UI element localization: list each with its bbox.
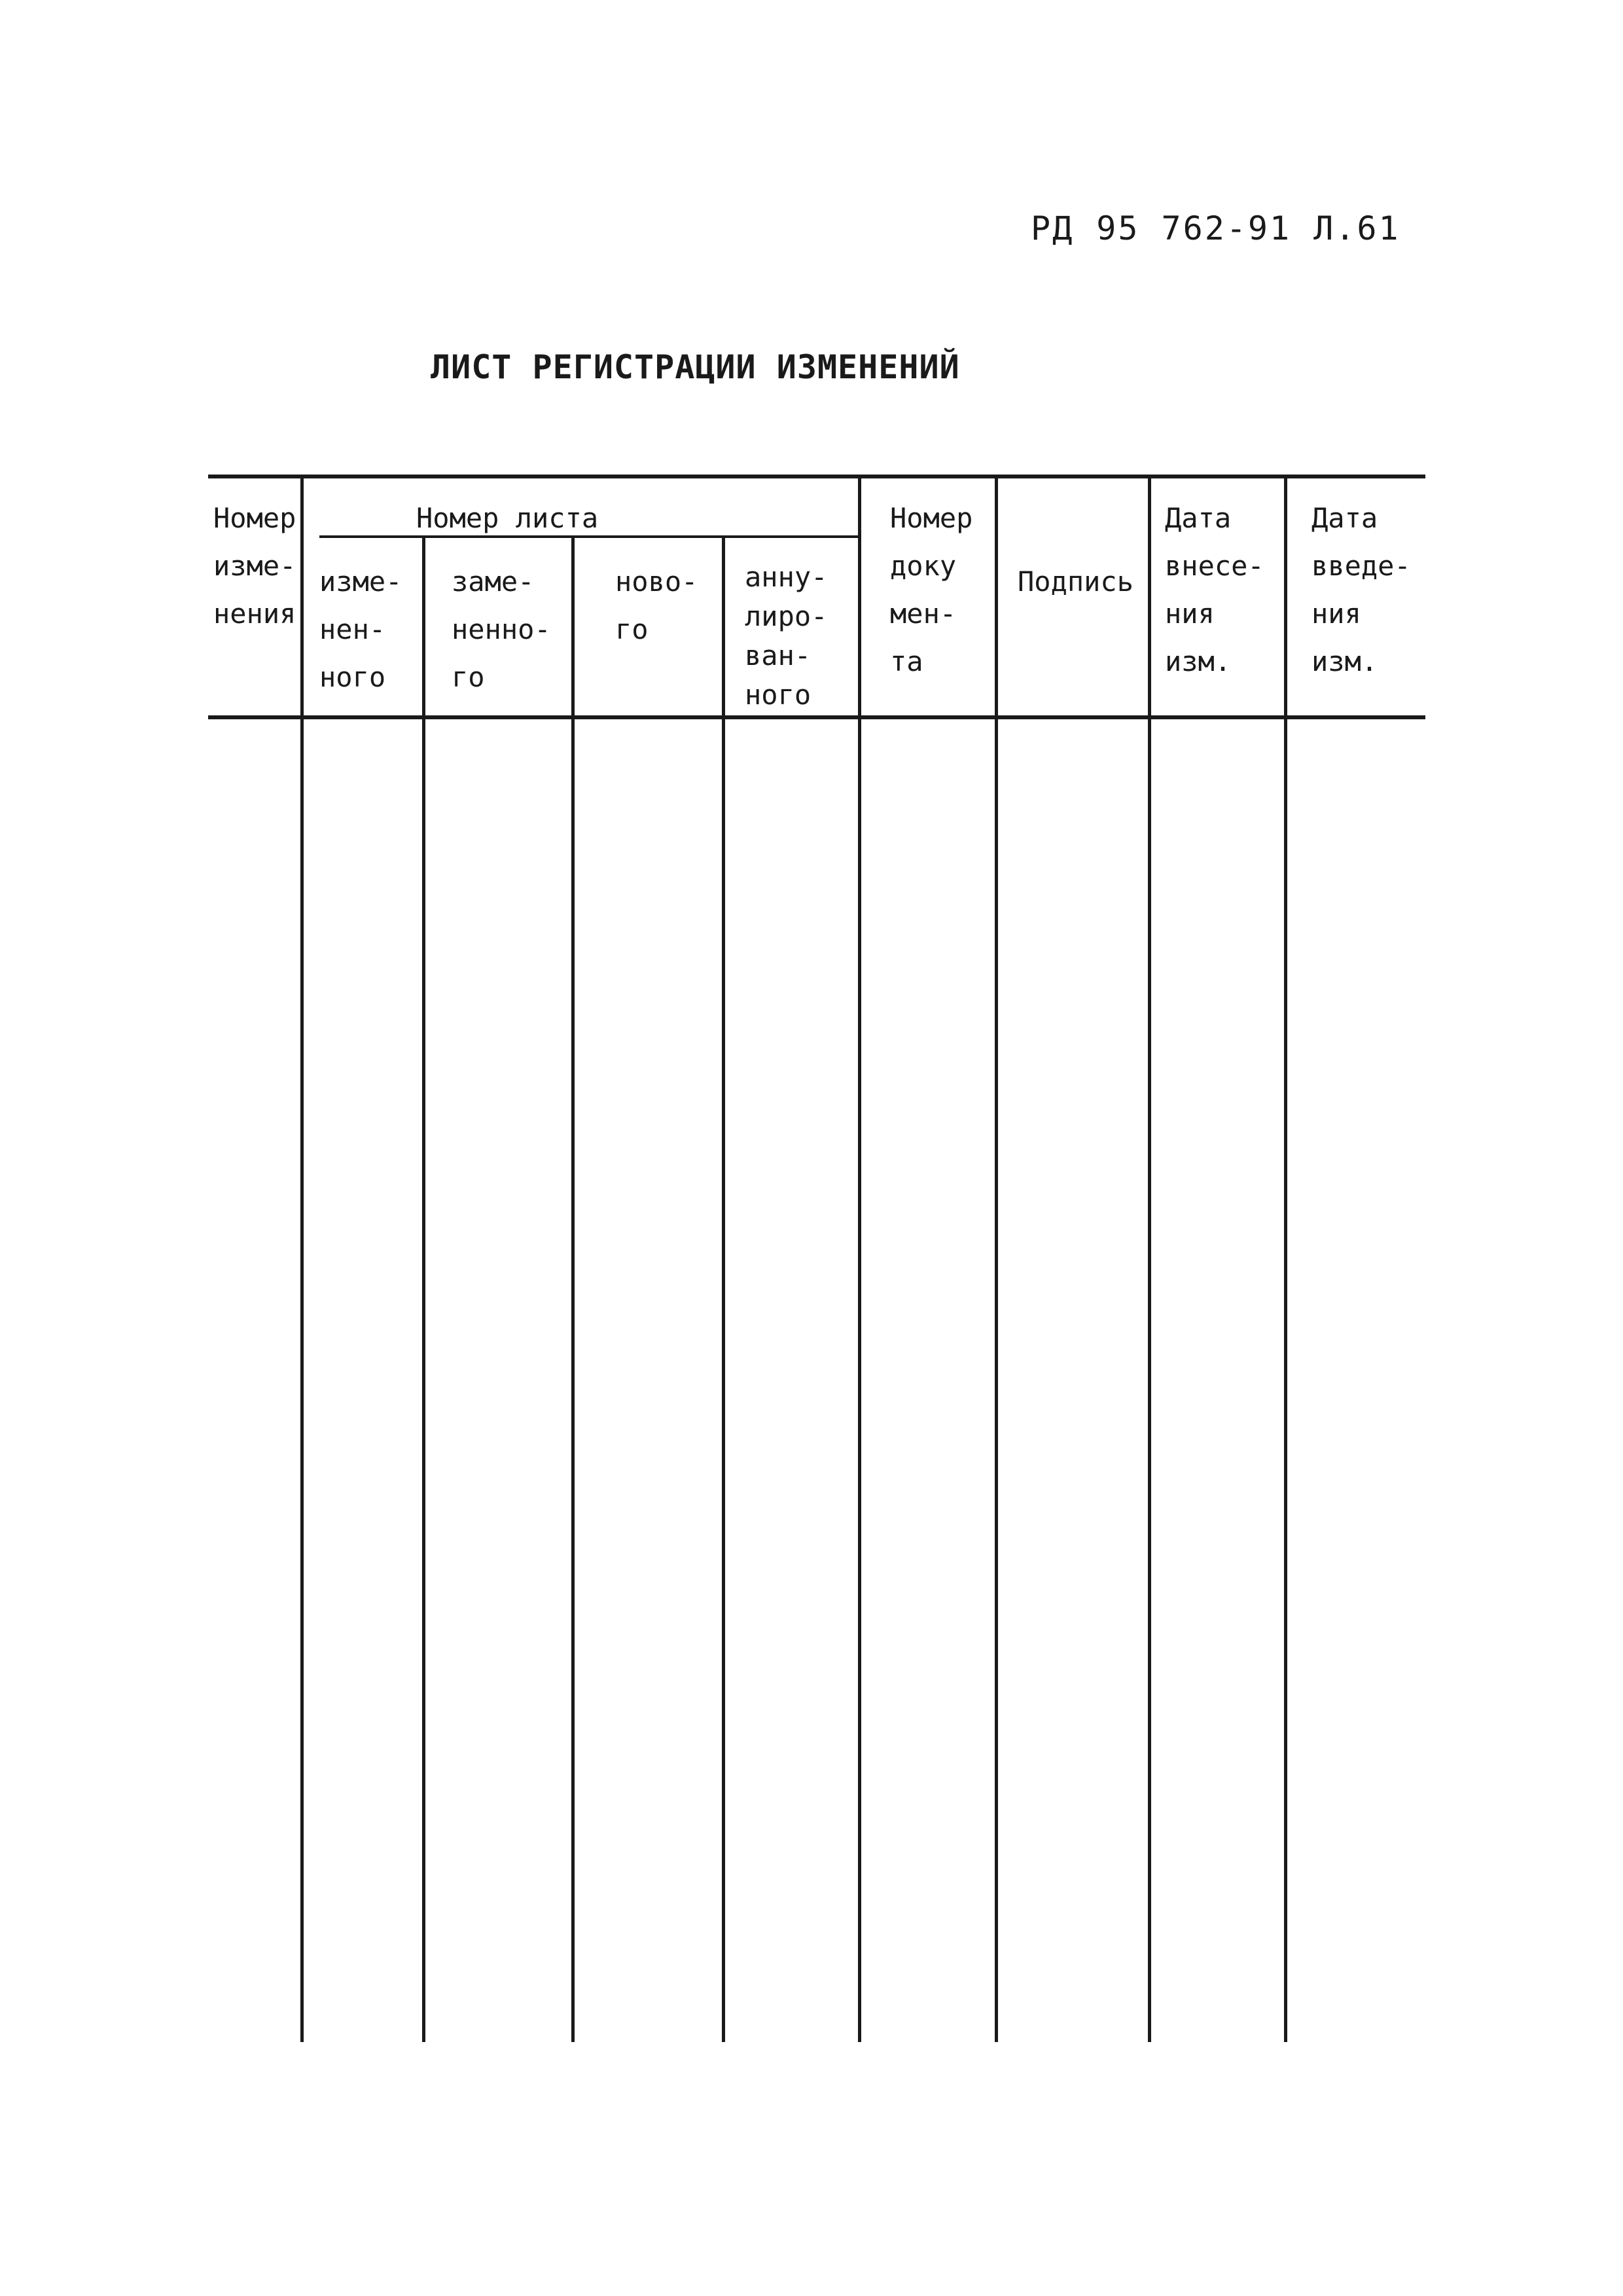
page-title: ЛИСТ РЕГИСТРАЦИИ ИЗМЕНЕНИЙ <box>431 348 960 386</box>
document-code <box>1031 209 1400 247</box>
header-replaced: заме- ненно- го <box>452 565 551 693</box>
sheet-number: Л.61 <box>1313 209 1400 247</box>
header-bottom-border <box>208 715 1425 719</box>
table-top-border <box>208 475 1425 478</box>
header-changed: изме- нен- ного <box>319 565 402 693</box>
column-divider <box>1148 475 1151 2042</box>
header-annulled: анну- лиро- ван- ного <box>745 561 828 711</box>
header-date-entered: Дата внесе- ния изм. <box>1165 502 1264 677</box>
header-new: ново- го <box>615 565 698 645</box>
column-divider <box>858 475 861 2042</box>
column-divider <box>722 538 725 2042</box>
document-number: 95 762-91 <box>1096 209 1292 247</box>
column-divider <box>422 538 425 2042</box>
header-date-introduced: Дата введе- ния изм. <box>1311 502 1411 677</box>
document-prefix: РД <box>1031 209 1075 247</box>
column-divider <box>571 538 575 2042</box>
column-divider <box>300 475 304 2042</box>
column-divider <box>995 475 998 2042</box>
header-sheet-number-group: Номер листа <box>416 502 599 534</box>
header-document-number: Номер доку мен- та <box>890 502 973 677</box>
column-divider <box>1284 475 1287 2042</box>
header-signature: Подпись <box>1018 565 1134 598</box>
header-change-number: Номер изме- нения <box>213 502 296 630</box>
